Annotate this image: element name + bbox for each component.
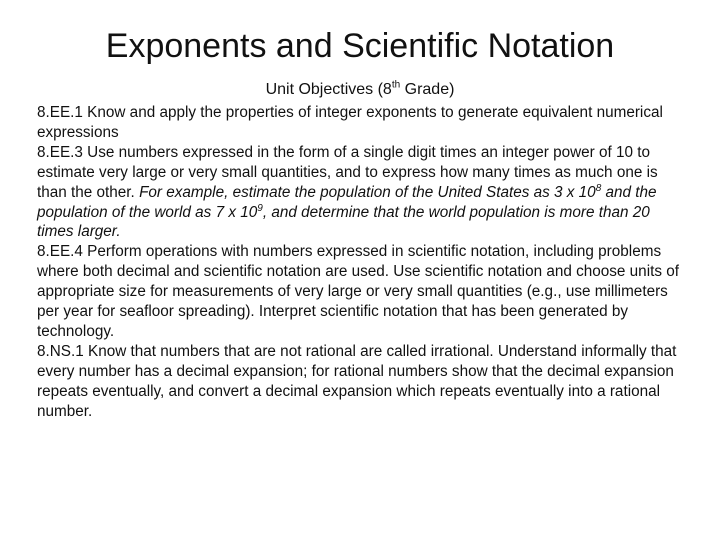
objectives-body [37,103,685,422]
subtitle-text-end: Grade) [400,81,455,98]
objective-8ns1: 8.NS.1 Know that numbers that are not rational are called irrational. Understand informally that every number has a decimal expansion; for rational numbers show that the decimal expansion repeats eventually, and convert a decimal expansion which repeats eventually into a rational number. [37,342,677,420]
objective-8ee3-text: 8.EE.3 Use numbers expressed in the form of a single digit times an integer power of 10 to estimate very large or very small quantities, and to express how many times as much one is than the other. [37,143,658,201]
example-part-b: and the population of the world as 7 x 10 [37,183,657,221]
exponent-9: 9 [257,202,263,214]
slide-title: Exponents and Scientific Notation [105,27,615,65]
slide-subtitle [0,80,720,100]
subtitle-superscript: th [391,79,401,91]
example-part-c: , and determine that the world population is more than 20 times larger. [37,203,650,241]
subtitle-text: Unit Objectives (8 [265,81,392,98]
objective-8ee1: 8.EE.1 Know and apply the properties of integer exponents to generate equivalent numerical expressions [37,104,663,141]
objective-8ee3 [37,143,685,243]
exponent-8: 8 [595,182,602,194]
example-part-a: For example, estimate the population of the United States as 3 x 10 [139,183,596,201]
objective-8ee4: 8.EE.4 Perform operations with numbers expressed in scientific notation, including problems where both decimal and scientific notation are used. Use scientific notation and choose units of appropriate size for measurements of very large or very small quantities (e.g., use millimeters per year for seafloor spreading). Interpret scientific notation that has been generated by technology. [37,243,679,340]
